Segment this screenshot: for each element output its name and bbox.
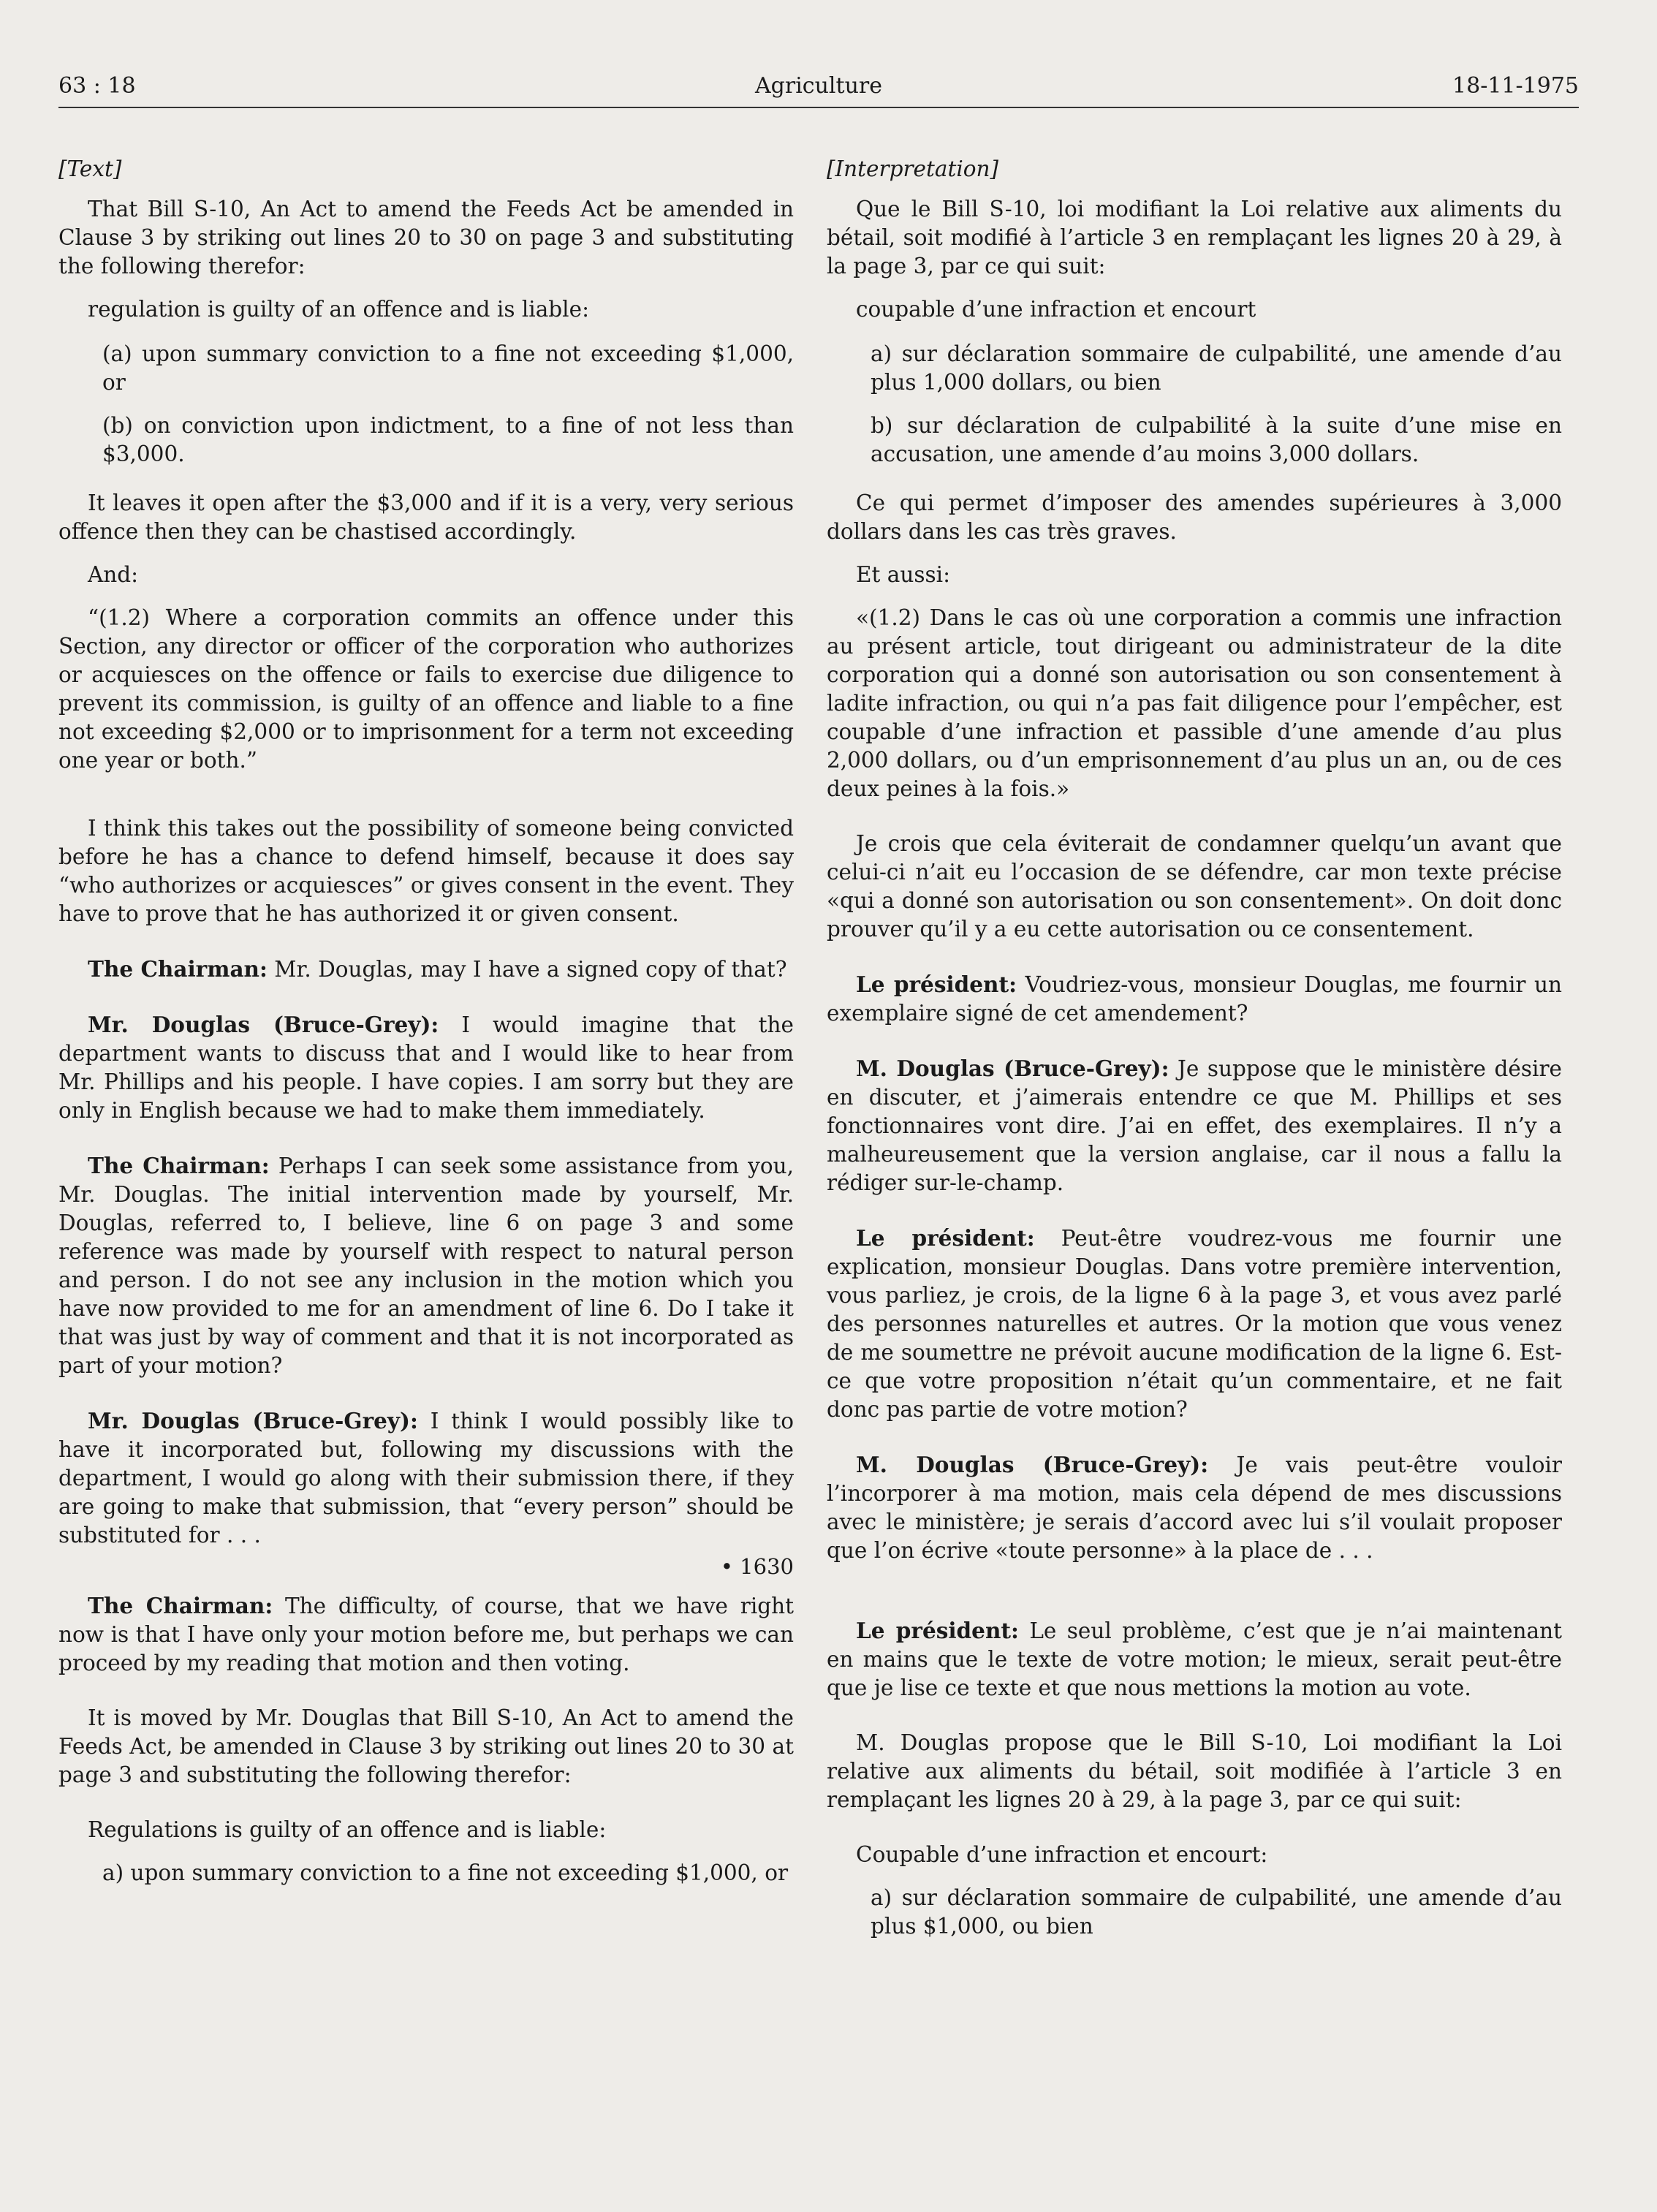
speech [58, 955, 794, 984]
quoted-clause: (b) on conviction upon indictment, to a fine of not less than $3,000. [102, 413, 794, 466]
speech-text: Mr. Douglas, may I have a signed copy of that? [267, 957, 787, 982]
paragraph: M. Douglas propose que le Bill S-10, Loi modifiant la Loi relative aux aliments du bétail, soit modifiée à l’article 3 en remplaçant les lignes 20 à 29, à la page 3, par ce qui suit: [827, 1730, 1562, 1812]
paragraph: I think this takes out the possibility of someone being convicted before he has a chance to defend himself, because it does say “who authorizes or acquiesces” or gives consent in the event. They have to prove that he has authorized it or given consent. [58, 816, 794, 926]
speech-text: I would imagine that the department wants to discuss that and I would like to hear from Mr. Phillips and his people. I have copies. I am sorry but they are only in English because we had to make them immediately. [58, 1012, 794, 1123]
section-label: [Interpretation] [827, 156, 999, 181]
speech-text: Voudriez-vous, monsieur Douglas, me fournir un exemplaire signé de cet amendement? [827, 972, 1562, 1026]
speech [827, 1054, 1562, 1197]
quoted-text: Coupable d’une infraction et encourt: [856, 1842, 1268, 1867]
quoted-text: regulation is guilty of an offence and is liable: [88, 297, 590, 322]
speech [827, 970, 1562, 1028]
speech [58, 1010, 794, 1125]
speaker-name: Le président: [856, 971, 1017, 997]
speech [58, 1591, 794, 1678]
speech-text: Je suppose que le ministère désire en discuter, et j’aimerais entendre ce que M. Phillips et ses fonctionnaires vont dire. J’ai en effet, des exemplaires. Il n’y a malheureusement que la version anglaise, car il nous a fallu la rédiger sur-le-champ. [827, 1056, 1563, 1195]
paragraph: And: [88, 562, 139, 587]
page-number: 63 : 18 [58, 73, 136, 99]
speaker-name: The Chairman: [88, 1153, 270, 1178]
speech [58, 1151, 794, 1380]
speech-text: Je vais peut-être vouloir l’incorporer à ma motion, mais cela dépend de mes discussions avec le ministère; je serais d’accord avec lui s’il voulait proposer que l’on écrive «toute personne» à la place de . . . [827, 1452, 1562, 1563]
speech-text: Le seul problème, c’est que je n’ai maintenant en mains que le texte de votre motion; le mieux, serait peut-être que je lise ce texte et que nous mettions la motion au vote. [827, 1618, 1562, 1700]
paragraph: «(1.2) Dans le cas où une corporation a commis une infraction au présent article, tout dirigeant ou administrateur de la dite corporation qui a donné son autorisation ou son consentement à ladite infraction, ou qui n’a pas fait diligence pour l’empêcher, est coupable d’une infraction et passible d’une amende d’au plus 2,000 dollars, ou d’un emprisonnement d’au plus un an, ou de ces deux peines à la fois.» [827, 605, 1562, 801]
header-date: 18-11-1975 [1452, 73, 1579, 99]
time-marker: • 1630 [720, 1554, 794, 1579]
paragraph: “(1.2) Where a corporation commits an offence under this Section, any director or officer of the corporation who authorizes or acquiesces on the offence or fails to exercise due diligence to prevent its commission, is guilty of an offence and liable to a fine not exceeding $2,000 or to imprisonment for a term not exceeding one year or both.” [58, 605, 794, 773]
speech-text: The difficulty, of course, that we have right now is that I have only your motion before me, but perhaps we can proceed by my reading that motion and then voting. [58, 1594, 794, 1675]
speaker-name: Le président: [856, 1618, 1019, 1643]
quoted-clause: (a) upon summary conviction to a fine not exceeding $1,000, or [102, 341, 794, 395]
quoted-text: coupable d’une infraction et encourt [856, 297, 1256, 322]
french-column [827, 155, 1562, 1961]
speech [827, 1224, 1562, 1424]
header-title: Agriculture [755, 73, 882, 99]
quoted-clause: a) upon summary conviction to a fine not exceeding $1,000, or [102, 1860, 789, 1885]
paragraph: Et aussi: [856, 562, 951, 587]
quoted-clause: a) sur déclaration sommaire de culpabilité, une amende d’au plus $1,000, ou bien [871, 1885, 1562, 1939]
paragraph: It leaves it open after the $3,000 and if it is a very, very serious offence then they can be chastised accordingly. [58, 490, 794, 544]
speech [827, 1450, 1562, 1565]
quoted-text: Regulations is guilty of an offence and is liable: [88, 1817, 607, 1842]
page-header [58, 72, 1579, 108]
quoted-clause: b) sur déclaration de culpabilité à la suite d’une mise en accusation, une amende d’au moins 3,000 dollars. [871, 413, 1562, 466]
paragraph: Que le Bill S-10, loi modifiant la Loi relative aux aliments du bétail, soit modifié à l’article 3 en remplaçant les lignes 20 à 29, à la page 3, par ce qui suit: [827, 197, 1562, 279]
speaker-name: M. Douglas (Bruce-Grey): [856, 1452, 1209, 1477]
speaker-name: Mr. Douglas (Bruce-Grey): [88, 1408, 418, 1433]
speaker-name: Mr. Douglas (Bruce-Grey): [88, 1012, 439, 1037]
quoted-clause: a) sur déclaration sommaire de culpabilité, une amende d’au plus 1,000 dollars, ou bien [871, 341, 1562, 395]
english-column [58, 155, 794, 1908]
speaker-name: The Chairman: [88, 1593, 273, 1618]
speech-text: I think I would possibly like to have it incorporated but, following my discussions with the department, I would go along with their submission there, if they are going to make that submission, that “every person” should be substituted for . . . [58, 1409, 794, 1548]
speech-text: Peut-être voudrez-vous me fournir une explication, monsieur Douglas. Dans votre première intervention, vous parliez, je crois, de la ligne 6 à la page 3, et vous avez parlé des personnes naturelles et autres. Or la motion que vous venez de me soumettre ne prévoit aucune modification de la ligne 6. Est-ce que votre proposition n’était qu’un commentaire, et ne fait donc pas partie de votre motion? [827, 1226, 1562, 1422]
paragraph: Ce qui permet d’imposer des amendes supérieures à 3,000 dollars dans les cas très graves. [827, 490, 1562, 544]
speaker-name: Le président: [856, 1225, 1035, 1251]
speaker-name: The Chairman: [88, 956, 268, 982]
section-label: [Text] [58, 156, 122, 181]
paragraph: That Bill S-10, An Act to amend the Feeds Act be amended in Clause 3 by striking out lines 20 to 30 on page 3 and substituting the following therefor: [58, 197, 794, 279]
paragraph: It is moved by Mr. Douglas that Bill S-10, An Act to amend the Feeds Act, be amended in Clause 3 by striking out lines 20 to 30 at page 3 and substituting the following therefor: [58, 1705, 794, 1787]
speech [58, 1406, 794, 1550]
paragraph: Je crois que cela éviterait de condamner quelqu’un avant que celui-ci n’ait eu l’occasion de se défendre, car mon texte précise «qui a donné son autorisation ou son consentement». On doit donc prouver qu’il y a eu cette autorisation ou ce consentement. [827, 831, 1562, 942]
speech-text: Perhaps I can seek some assistance from you, Mr. Douglas. The initial intervention made by yourself, Mr. Douglas, referred to, I believe, line 6 on page 3 and some reference was made by yourself with respect to natural person and person. I do not see any inclusion in the motion which you have now provided to me for an amendment of line 6. Do I take it that was just by way of comment and that it is not incorporated as part of your motion? [58, 1154, 794, 1378]
speaker-name: M. Douglas (Bruce-Grey): [856, 1056, 1169, 1081]
speech [827, 1616, 1562, 1702]
